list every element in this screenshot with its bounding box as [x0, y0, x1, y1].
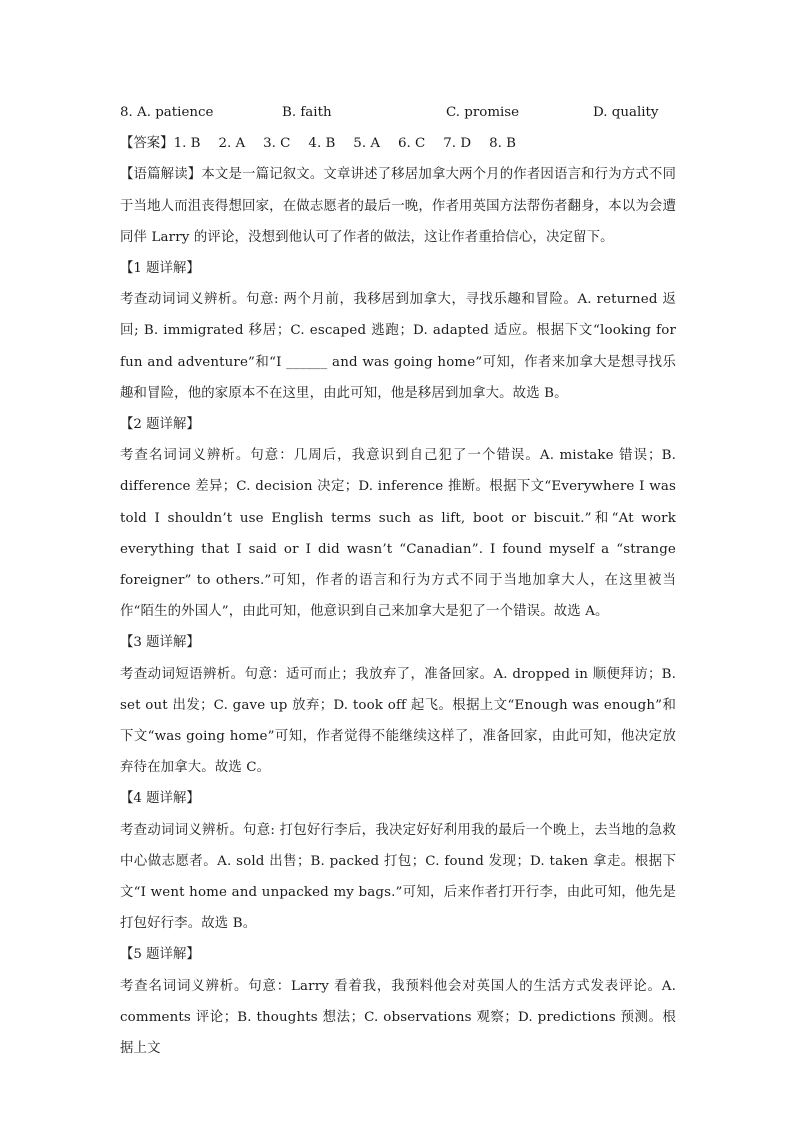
- answer-item: 3. C: [263, 136, 291, 152]
- question-8-option-a: [120, 97, 213, 128]
- answer-item: 4. B: [308, 136, 336, 152]
- explanation-2-heading: 【2 题详解】: [120, 416, 200, 432]
- explanation-2-text: 考查名词词义辨析。句意：几周后，我意识到自己犯了一个错误。A. mistake 错误；B. difference 差异；C. decision 决定；D. inference 推断。根据下文“Everywhere I was told I shouldn’t use English terms such as lift, boot or biscuit.”和“At work everything that I said or I did wasn’t “Canadian”. I found myself a “strange foreigner” to others.”可知，作者的语言和行为方式不同于当地加拿大人，在这里被当作“陌生的外国人”，由此可知，他意识到自己来加拿大是犯了一个错误。故选 A。: [120, 448, 676, 620]
- explanation-3-text: 考查动词短语辨析。句意：适可而止；我放弃了，准备回家。A. dropped in 顺便拜访；B. set out 出发；C. gave up 放弃；D. took off 起飞。根据上文“Enough was enough”和下文“was going home”可知，作者觉得不能继续这样了，准备回家，由此可知，他决定放弃待在加拿大。故选 C。: [120, 666, 676, 776]
- question-8-option-d: D. quality: [593, 105, 659, 120]
- answer-item: 2. A: [218, 136, 246, 152]
- answer-item: 5. A: [353, 136, 380, 152]
- explanation-4-heading: 【4 题详解】: [120, 791, 200, 807]
- answer-item: 6. C: [398, 136, 426, 152]
- explanation-3-heading: 【3 题详解】: [120, 635, 200, 651]
- passage-analysis: 【语篇解读】本文是一篇记叙文。文章讲述了移居加拿大两个月的作者因语言和行为方式不同于当地人而沮丧得想回家，在做志愿者的最后一晚，作者用英国方法帮伤者翻身，本以为会遭同伴 Larry 的评论，没想到他认可了作者的做法，这让作者重拾信心，决定留下。: [120, 167, 676, 245]
- answer-item: 1. B: [173, 136, 201, 152]
- page-content: [120, 97, 676, 1064]
- explanation-1-heading: 【1 题详解】: [120, 260, 200, 276]
- question-8-option-b: B. faith: [282, 105, 332, 120]
- explanation-1-text: 考查动词词义辨析。句意: 两个月前，我移居到加拿大，寻找乐趣和冒险。A. returned 返回; B. immigrated 移居；C. escaped 逃跑；D. adapted 适应。根据下文“looking for fun and adventure”和“I ______ and was going home”可知，作者来加拿大是想寻找乐趣和冒险，他的家原本不在这里，由此可知，他是移居到加拿大。故选 B。: [120, 292, 676, 401]
- answer-key: [120, 128, 676, 159]
- explanation-5-heading: 【5 题详解】: [120, 947, 200, 963]
- explanation-4-text: 考查动词词义辨析。句意: 打包好行李后，我决定好好利用我的最后一个晚上，去当地的急救中心做志愿者。A. sold 出售；B. packed 打包；C. found 发现；D. taken 拿走。根据下文“I went home and unpacked my bags.”可知，后来作者打开行李，由此可知，他先是打包好行李。故选 B。: [120, 822, 676, 932]
- answer-item: 8. B: [489, 136, 516, 152]
- question-8-option-c: C. promise: [446, 105, 520, 120]
- question-8-options: [120, 97, 676, 128]
- option-a-text: A. patience: [137, 105, 214, 120]
- explanation-5-text: 考查名词词义辨析。句意：Larry 看着我，我预料他会对英国人的生活方式发表评论。A. comments 评论；B. thoughts 想法；C. observations 观察；D. predictions 预测。根据上文: [120, 978, 676, 1056]
- question-number: 8.: [120, 105, 133, 120]
- answer-item: 7. D: [443, 136, 472, 152]
- answer-label: 【答案】: [120, 136, 174, 152]
